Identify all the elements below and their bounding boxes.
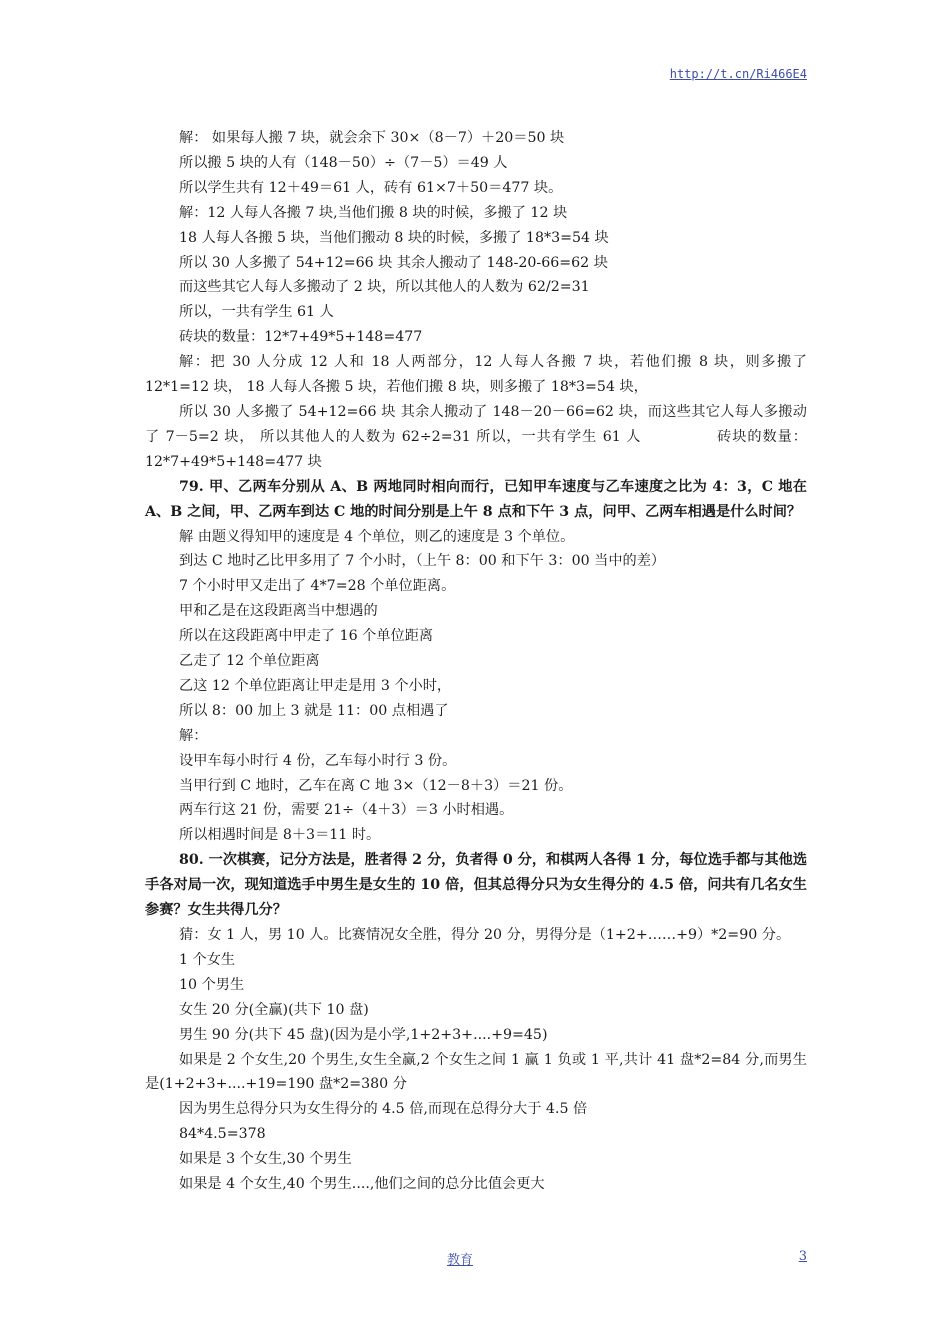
text-paragraph: 所以 30 人多搬了 54+12=66 块 其余人搬动了 148－20－66=62 块，而这些其它人每人多搬动了 7－5=2 块， 所以其他人的人数为 62÷2=31 所以，一共有学生 61 人 砖块的数量：12*7+49*5+148=477 块 — [145, 403, 807, 470]
text-paragraph: 乙走了 12 个单位距离 — [179, 653, 320, 670]
text-paragraph: 解 由题义得知甲的速度是 4 个单位，则乙的速度是 3 个单位。 — [179, 528, 575, 545]
text-paragraph: 而这些其它人每人多搬动了 2 块，所以其他人的人数为 62/2=31 — [179, 279, 590, 296]
text-paragraph: 解：12 人每人各搬 7 块,当他们搬 8 块的时候，多搬了 12 块 — [179, 204, 568, 221]
text-paragraph: 解： — [179, 727, 208, 744]
text-paragraph: 如果是 4 个女生,40 个男生....,他们之间的总分比值会更大 — [179, 1176, 545, 1193]
text-paragraph: 两车行这 21 份，需要 21÷（4＋3）＝3 小时相遇。 — [179, 802, 514, 819]
text-paragraph: 解：把 30 人分成 12 人和 18 人两部分，12 人每人各搬 7 块，若他们搬 8 块，则多搬了 12*1=12 块， 18 人每人各搬 5 块，若他们搬 8 块，则多搬了 18*3=54 块， — [145, 354, 807, 396]
header-link[interactable]: http://t.cn/Ri466E4 — [669, 67, 807, 81]
text-paragraph: 所以在这段距离中甲走了 16 个单位距离 — [179, 628, 434, 645]
text-paragraph: 7 个小时甲又走出了 4*7=28 个单位距离。 — [179, 578, 456, 595]
text-paragraph: 男生 90 分(共下 45 盘)(因为是小学,1+2+3+....+9=45) — [179, 1026, 548, 1043]
page-number[interactable]: 3 — [798, 1249, 807, 1264]
text-paragraph: 1 个女生 — [179, 951, 236, 968]
text-paragraph: 女生 20 分(全赢)(共下 10 盘) — [179, 1001, 369, 1018]
text-paragraph: 所以，一共有学生 61 人 — [179, 304, 334, 321]
text-paragraph: 猜：女 1 人，男 10 人。比赛情况女全胜，得分 20 分，男得分是（1+2+……+9）*2=90 分。 — [179, 927, 791, 943]
text-paragraph: 所以相遇时间是 8＋3＝11 时。 — [179, 827, 381, 844]
text-paragraph: 所以 30 人多搬了 54+12=66 块 其余人搬动了 148-20-66=62 块 — [179, 254, 608, 271]
text-paragraph: 解： 如果每人搬 7 块，就会余下 30×（8－7）＋20＝50 块 — [179, 130, 565, 146]
question-paragraph: 80. 一次棋赛，记分方法是，胜者得 2 分，负者得 0 分，和棋两人各得 1 分，每位选手都与其他选手各对局一次，现知道选手中男生是女生的 10 倍，但其总得分只为女生得分的 4.5 倍，问共有几名女生参赛？女生共得几分？ — [145, 852, 808, 919]
text-paragraph: 砖块的数量：12*7+49*5+148=477 — [179, 329, 423, 346]
text-paragraph: 10 个男生 — [179, 976, 245, 993]
text-paragraph: 因为男生总得分只为女生得分的 4.5 倍,而现在总得分大于 4.5 倍 — [179, 1101, 588, 1118]
text-paragraph: 84*4.5=378 — [179, 1126, 266, 1143]
text-paragraph: 所以学生共有 12＋49＝61 人，砖有 61×7＋50＝477 块。 — [179, 179, 563, 196]
text-paragraph: 当甲行到 C 地时，乙车在离 C 地 3×（12－8＋3）＝21 份。 — [179, 777, 573, 794]
footer-label[interactable]: 教育 — [447, 1253, 474, 1268]
text-paragraph: 甲和乙是在这段距离当中想遇的 — [179, 603, 378, 620]
text-paragraph: 18 人每人各搬 5 块，当他们搬动 8 块的时候，多搬了 18*3=54 块 — [179, 229, 609, 246]
text-paragraph: 如果是 2 个女生,20 个男生,女生全赢,2 个女生之间 1 赢 1 负或 1 平,共计 41 盘*2=84 分,而男生是(1+2+3+....+19=190 盘*2=380 分 — [145, 1051, 807, 1093]
text-paragraph: 如果是 3 个女生,30 个男生 — [179, 1151, 352, 1168]
text-paragraph: 设甲车每小时行 4 份，乙车每小时行 3 份。 — [179, 752, 457, 769]
text-paragraph: 到达 C 地时乙比甲多用了 7 个小时，（上午 8：00 和下午 3：00 当中的差） — [179, 553, 666, 570]
text-paragraph: 乙这 12 个单位距离让甲走是用 3 个小时， — [179, 677, 452, 694]
question-paragraph: 79. 甲、乙两车分别从 A、B 两地同时相向而行，已知甲车速度与乙车速度之比为 4：3，C 地在 A、B 之间，甲、乙两车到达 C 地的时间分别是上午 8 点和下午 3 点，问甲、乙两车相遇是什么时间？ — [145, 478, 807, 520]
text-paragraph: 所以搬 5 块的人有（148－50）÷（7－5）＝49 人 — [179, 154, 508, 171]
document-body — [145, 126, 807, 1197]
text-paragraph: 所以 8：00 加上 3 就是 11：00 点相遇了 — [179, 702, 449, 719]
